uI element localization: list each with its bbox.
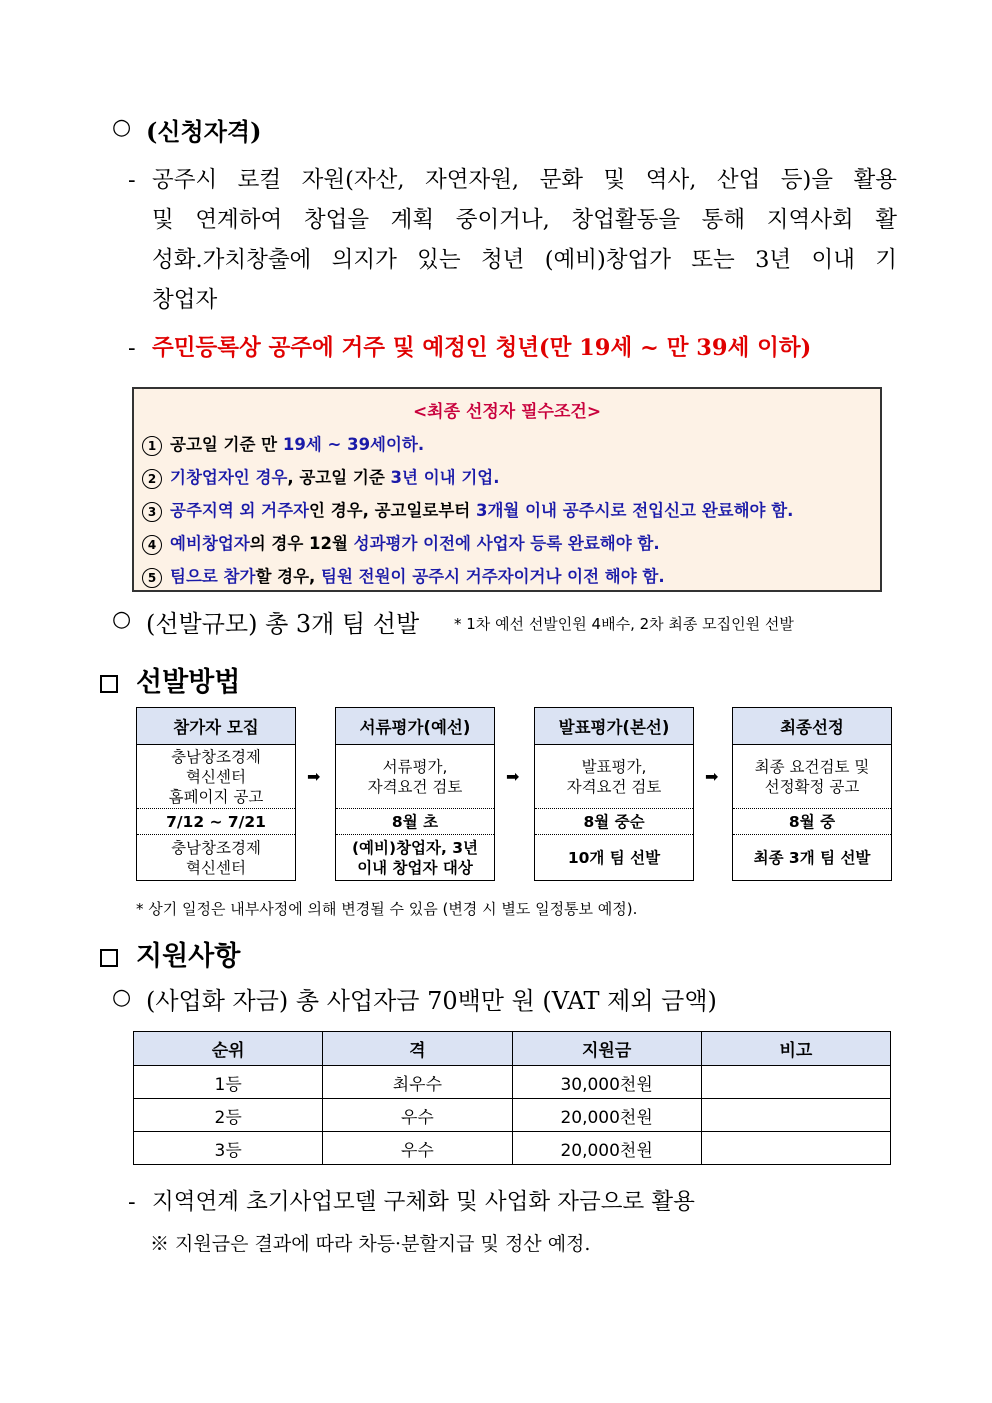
table-cell [701,1066,890,1099]
square-bullet-icon [100,949,118,967]
requirement-item [142,530,660,555]
requirement-highlight: 3개월 이내 공주시로 전입신고 완료해야 함. [475,501,794,520]
table-header-row [134,1032,891,1066]
eligibility-line: 공주시 로컬 자원(자산, 자연자원, 문화 및 역사, 산업 등)을 활용 [152,167,897,193]
flow-step-title: 서류평가(예선) [336,708,494,745]
flow-step-title: 최종선정 [733,708,891,745]
requirement-highlight: 팀원 전원이 공주시 거주자이거나 이전 해야 함. [321,567,665,586]
circled-number: 4 [142,535,162,555]
requirement-item [142,497,793,522]
table-cell: 1등 [134,1066,323,1099]
usage-text: 지역연계 초기사업모델 구체화 및 사업화 자금으로 활용 [152,1189,695,1215]
requirement-highlight: 성과평가 이전에 사업자 등록 완료해야 함. [353,534,660,553]
arrow-right-icon: ➡ [506,767,520,786]
table-header: 지원금 [512,1032,701,1066]
table-header: 순위 [134,1032,323,1066]
circled-number: 1 [142,436,162,456]
table-header: 비고 [701,1032,890,1066]
dash-bullet: - [128,1189,136,1215]
circle-bullet: ○ [112,607,132,632]
flow-step-desc: 서류평가, 자격요건 검토 [336,745,494,809]
support-heading [100,934,240,973]
requirement-item [142,464,499,489]
remark-text: ※ 지원금은 결과에 따라 차등·분할지급 및 정산 예정. [150,1233,591,1255]
arrow-right-icon: ➡ [307,767,321,786]
table-cell: 20,000천원 [512,1132,701,1165]
scale-note: * 1차 예선 선발인원 4배수, 2차 최종 모집인원 선발 [454,615,794,633]
funding-table [133,1031,891,1165]
requirement-highlight: 3년 이내 기업. [390,468,500,487]
table-cell: 30,000천원 [512,1066,701,1099]
table-cell: 2등 [134,1099,323,1132]
flow-step [534,707,694,881]
flow-step-title: 발표평가(본선) [535,708,693,745]
requirement-item [142,431,424,456]
schedule-note: * 상기 일정은 내부사정에 의해 변경될 수 있음 (변경 시 별도 일정통보 예정). [136,900,638,918]
dash-bullet: - [128,167,136,193]
table-cell: 20,000천원 [512,1099,701,1132]
residency-requirement: 주민등록상 공주에 거주 및 예정인 청년(만 19세 ~ 만 39세 이하) [152,335,812,361]
table-row [134,1066,891,1099]
table-cell: 우수 [323,1132,512,1165]
requirement-text: 인 경우, 공고일로부터 [309,501,476,520]
requirement-highlight: 기창업자인 경우 [170,468,288,487]
flow-step-desc: 최종 요건검토 및 선정확정 공고 [733,745,891,809]
eligibility-line: 창업자 [152,287,218,313]
table-cell: 우수 [323,1099,512,1132]
requirements-box [132,387,882,592]
selection-heading [100,660,240,699]
table-row [134,1132,891,1165]
table-row [134,1099,891,1132]
requirement-text: 12월 [309,534,354,553]
eligibility-line: 성화.가치창출에 의지가 있는 청년 (예비)창업가 또는 3년 이내 기 [152,247,897,273]
requirement-text: 공고일 기준 만 [170,435,283,454]
table-cell: 최우수 [323,1066,512,1099]
requirement-item [142,563,665,588]
circle-bullet: ○ [112,985,132,1010]
arrow-right-icon: ➡ [705,767,719,786]
requirement-highlight: 공주지역 외 거주자 [170,501,310,520]
table-cell [701,1099,890,1132]
flow-step-desc: 충남창조경제 혁신센터 홈페이지 공고 [137,745,295,809]
table-cell [701,1132,890,1165]
requirement-highlight: 19세 ~ 39세이하. [282,435,425,454]
flow-step-date: 8월 초 [336,809,494,835]
support-heading-text: 지원사항 [136,941,241,972]
square-bullet-icon [100,675,118,693]
flow-step-date: 8월 중순 [535,809,693,835]
requirements-title: <최종 선정자 필수조건> [412,402,602,422]
funding-subheading: (사업화 자금) 총 사업자금 70백만 원 (VAT 제외 금액) [146,987,717,1015]
requirement-highlight: 팀으로 참가 [170,567,256,586]
flow-step [732,707,892,881]
requirement-text: , 공고일 기준 [287,468,391,487]
flow-step-desc: 발표평가, 자격요건 검토 [535,745,693,809]
flow-step-date: 7/12 ~ 7/21 [137,809,295,835]
table-cell: 3등 [134,1132,323,1165]
scale-text: (선발규모) 총 3개 팀 선발 [146,610,420,638]
table-header: 격 [323,1032,512,1066]
requirement-text: 할 경우, [255,567,322,586]
flow-step-target: 10개 팀 선발 [567,848,661,867]
flow-step-date: 8월 중 [733,809,891,835]
flow-step-title: 참가자 모집 [137,708,295,745]
eligibility-line: 및 연계하여 창업을 계획 중이거나, 창업활동을 통해 지역사회 활 [152,207,897,233]
selection-heading-text: 선발방법 [136,667,241,698]
flow-step [136,707,296,881]
circled-number: 5 [142,568,162,588]
flow-step [335,707,495,881]
flow-step-target: (예비)창업자, 3년 이내 창업자 대상 [351,838,479,877]
requirement-highlight: 예비창업자 [170,534,250,553]
flow-step-target: 충남창조경제 혁신센터 [171,838,261,877]
requirement-text: 의 경우 [249,534,310,553]
eligibility-heading: (신청자격) [146,117,262,146]
flow-step-target: 최종 3개 팀 선발 [753,848,871,867]
circled-number: 2 [142,469,162,489]
dash-bullet: - [128,335,136,361]
circle-bullet: ○ [112,115,132,140]
circled-number: 3 [142,502,162,522]
